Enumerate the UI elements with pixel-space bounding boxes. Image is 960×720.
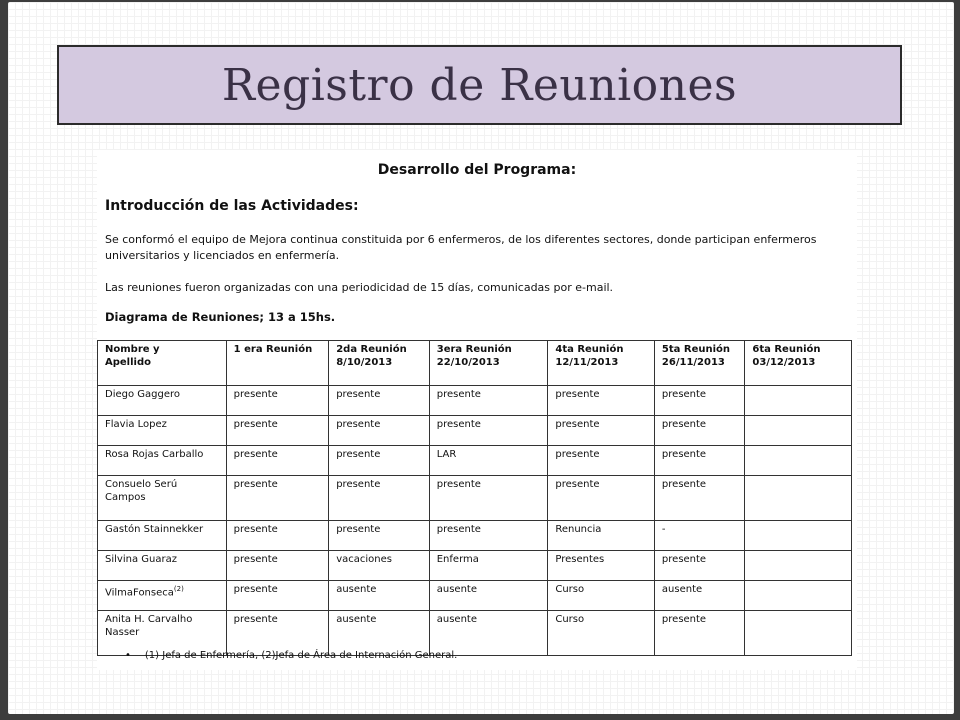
attendance-cell: presente xyxy=(329,521,430,551)
header-line-1: 3era Reunión xyxy=(436,344,512,355)
attendance-cell: presente xyxy=(654,416,744,446)
table-header-cell xyxy=(654,341,744,386)
attendance-cell: presente xyxy=(548,446,655,476)
attendance-cell: presente xyxy=(226,581,329,611)
attendance-cell: presente xyxy=(429,386,548,416)
attendance-cell xyxy=(745,476,852,521)
attendance-cell: Curso xyxy=(548,581,655,611)
attendance-cell: ausente xyxy=(654,581,744,611)
table-header-cell xyxy=(429,341,548,386)
attendance-cell: presente xyxy=(226,416,329,446)
attendance-cell: ausente xyxy=(329,581,430,611)
person-name: Gastón Stainnekker xyxy=(105,524,204,535)
attendance-cell: vacaciones xyxy=(329,551,430,581)
header-line-2: 12/11/2013 xyxy=(555,357,619,368)
diagram-title: Diagrama de Reuniones; 13 a 15hs. xyxy=(105,310,336,324)
person-name: Rosa Rojas Carballo xyxy=(105,449,204,460)
attendance-cell xyxy=(745,416,852,446)
name-cell xyxy=(98,611,227,656)
attendance-cell: presente xyxy=(654,446,744,476)
attendance-cell xyxy=(745,386,852,416)
header-line-1: 6ta Reunión xyxy=(752,344,821,355)
person-name: Diego Gaggero xyxy=(105,389,181,400)
person-name: Silvina Guaraz xyxy=(105,554,177,565)
header-line-1: Nombre y xyxy=(105,344,160,355)
table-row xyxy=(98,416,852,446)
table-row xyxy=(98,386,852,416)
attendance-cell: presente xyxy=(548,476,655,521)
attendance-cell: ausente xyxy=(429,611,548,656)
header-line-2: 03/12/2013 xyxy=(752,357,816,368)
attendance-cell: presente xyxy=(654,551,744,581)
attendance-cell: presente xyxy=(226,386,329,416)
attendance-cell: presente xyxy=(329,386,430,416)
person-name: VilmaFonseca xyxy=(105,587,174,599)
attendance-cell xyxy=(745,611,852,656)
name-cell xyxy=(98,446,227,476)
attendance-cell: ausente xyxy=(429,581,548,611)
attendance-cell: LAR xyxy=(429,446,548,476)
table-row xyxy=(98,521,852,551)
footnote-marker: (2) xyxy=(173,585,184,593)
intro-title: Introducción de las Actividades: xyxy=(105,198,359,214)
meetings-paragraph: Las reuniones fueron organizadas con una periodicidad de 15 días, comunicadas por e-mail. xyxy=(105,281,614,294)
table-header-cell xyxy=(98,341,227,386)
header-line-2: Apellido xyxy=(105,357,151,368)
table-row xyxy=(98,581,852,611)
attendance-cell xyxy=(745,581,852,611)
name-cell xyxy=(98,521,227,551)
attendance-cell: presente xyxy=(548,416,655,446)
attendance-table xyxy=(97,340,852,656)
attendance-cell: ausente xyxy=(329,611,430,656)
table-row xyxy=(98,446,852,476)
attendance-cell xyxy=(745,446,852,476)
attendance-cell: - xyxy=(654,521,744,551)
table-header-cell xyxy=(226,341,329,386)
attendance-cell: Renuncia xyxy=(548,521,655,551)
table-row xyxy=(98,476,852,521)
header-line-1: 5ta Reunión xyxy=(661,344,731,355)
table-header-row xyxy=(98,341,852,386)
attendance-cell: presente xyxy=(226,476,329,521)
attendance-cell: Enferma xyxy=(429,551,548,581)
header-line-1: 4ta Reunión xyxy=(555,344,624,355)
name-cell xyxy=(98,386,227,416)
table-header-cell xyxy=(745,341,852,386)
attendance-cell: Presentes xyxy=(548,551,655,581)
person-name: Consuelo Serú Campos xyxy=(105,479,178,503)
footnote-text: (1) Jefa de Enfermería, (2)Jefa de Área de Internación General. xyxy=(144,650,458,661)
attendance-cell: presente xyxy=(654,386,744,416)
header-line-1: 1 era Reunión xyxy=(233,344,313,355)
attendance-cell: presente xyxy=(548,386,655,416)
attendance-cell: presente xyxy=(429,416,548,446)
header-line-2: 8/10/2013 xyxy=(336,357,393,368)
attendance-cell xyxy=(745,551,852,581)
attendance-cell: presente xyxy=(329,416,430,446)
attendance-cell: presente xyxy=(429,521,548,551)
name-cell xyxy=(98,581,227,611)
title-box xyxy=(57,45,902,125)
attendance-cell: presente xyxy=(654,476,744,521)
attendance-cell: presente xyxy=(226,521,329,551)
document-image xyxy=(97,150,857,670)
attendance-cell: presente xyxy=(429,476,548,521)
person-name: Flavia Lopez xyxy=(105,419,167,430)
intro-paragraph: Se conformó el equipo de Mejora continua constituida por 6 enfermeros, de los diferentes sectores, donde participan enfermeros universitarios y licenciados en enfermería. xyxy=(105,233,817,262)
header-line-2: 22/10/2013 xyxy=(436,357,500,368)
table-header-cell xyxy=(548,341,655,386)
bullet-icon: • xyxy=(125,650,131,661)
table-row xyxy=(98,551,852,581)
name-cell xyxy=(98,476,227,521)
program-title: Desarrollo del Programa: xyxy=(377,162,577,178)
name-cell xyxy=(98,551,227,581)
attendance-cell: Curso xyxy=(548,611,655,656)
slide-title: Registro de Reuniones xyxy=(221,59,738,111)
attendance-cell: presente xyxy=(226,446,329,476)
attendance-cell: presente xyxy=(329,476,430,521)
attendance-cell: presente xyxy=(226,611,329,656)
attendance-cell xyxy=(745,521,852,551)
header-line-1: 2da Reunión xyxy=(336,344,407,355)
name-cell xyxy=(98,416,227,446)
footnote xyxy=(125,650,457,661)
header-line-2: 26/11/2013 xyxy=(661,357,725,368)
attendance-cell: presente xyxy=(329,446,430,476)
table-row xyxy=(98,611,852,656)
attendance-cell: presente xyxy=(654,611,744,656)
person-name: Anita H. Carvalho Nasser xyxy=(105,614,193,638)
table-header-cell xyxy=(329,341,430,386)
attendance-cell: presente xyxy=(226,551,329,581)
